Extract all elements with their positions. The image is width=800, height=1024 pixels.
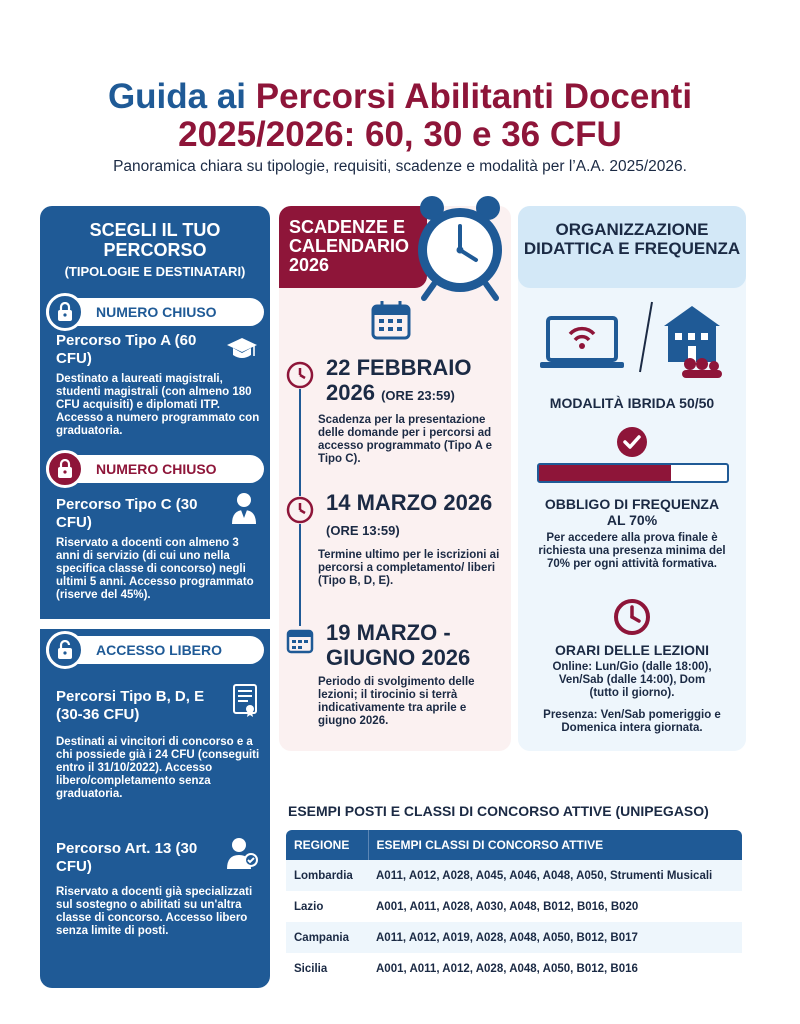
pill-label: ACCESSO LIBERO: [96, 642, 223, 658]
table-header-row: [286, 830, 742, 860]
laptop-wifi-icon: [540, 318, 624, 368]
course-title: Percorso Tipo C (30 CFU): [56, 496, 198, 531]
alarm-clock-icon: [410, 192, 510, 302]
check-circle-icon: [616, 426, 648, 458]
lock-icon: [46, 450, 84, 488]
calendar-icon: [370, 299, 412, 341]
left-column-paths: [40, 206, 270, 988]
clock-icon: [286, 361, 314, 389]
unlock-icon: [46, 631, 84, 669]
course-tipo-bde: [56, 688, 261, 801]
classes-cell: A011, A012, A028, A045, A046, A048, A050, Strumenti Musicali: [368, 860, 742, 891]
pill-label: NUMERO CHIUSO: [96, 461, 217, 477]
pill-accesso-libero: [46, 636, 264, 664]
event-description: Termine ultimo per le iscrizioni ai percorsi a completamento/ liberi (Tipo B, D, E).: [318, 549, 500, 587]
region-cell: Lazio: [294, 900, 324, 913]
table-row: [286, 860, 742, 891]
clock-icon: [286, 496, 314, 524]
teacher-icon: [230, 491, 258, 525]
school-building-icon: [664, 306, 722, 378]
title-line2: 2025/2026: 60, 30 e 36 CFU: [178, 115, 622, 154]
lesson-hours-presence: Presenza: Ven/Sab pomeriggio e Domenica intera giornata.: [543, 709, 721, 734]
classes-cell: A001, A011, A028, A030, A048, B012, B016, B020: [376, 900, 639, 913]
course-description: Riservato a docenti con almeno 3 anni di servizio (di cui uno nella specifica classe di concorso) negli ultimi 5 anni. Accesso programmato (riserve del 45%).: [56, 537, 254, 601]
event-22-febbraio: [286, 355, 501, 466]
event-date: 22 FEBBRAIO 2026 (ORE 23:59): [326, 355, 472, 405]
course-description: Destinati ai vincitori di concorso e a chi possiede già i 24 CFU (conseguiti entro il 31/10/2022). Accesso libero/completamento senza graduatoria.: [56, 736, 260, 800]
attendance-progress-fill: [539, 465, 671, 481]
event-date: 14 MARZO 2026 (ORE 13:59): [326, 490, 493, 538]
title-part2: Percorsi Abilitanti Docenti: [255, 77, 693, 116]
region-cell: Campania: [286, 922, 368, 953]
title-part1: Guida ai: [107, 77, 256, 116]
course-title: Percorsi Tipo B, D, E (30-36 CFU): [56, 688, 205, 723]
table-title: ESEMPI POSTI E CLASSI DI CONCORSO ATTIVE (UNIPEGASO): [288, 803, 709, 819]
left-divider: [40, 619, 270, 629]
left-heading: SCEGLI IL TUO PERCORSO: [89, 220, 221, 260]
classes-cell: A011, A012, A019, A028, A048, A050, B012, B017: [368, 922, 742, 953]
lesson-hours-online: Online: Lun/Gio (dalle 18:00), Ven/Sab (dalle 14:00), Dom (tutto il giorno).: [552, 661, 712, 699]
middle-heading: SCADENZE E CALENDARIO 2026: [279, 206, 427, 288]
hybrid-mode-label: MODALITÀ IBRIDA 50/50: [549, 395, 715, 411]
competition-classes-table: [286, 830, 742, 984]
course-description: Destinato a laureati magistrali, studenti magistrali (con almeno 180 CFU acquisiti) e diplomati ITP. Accesso a numero programmato con graduatoria.: [56, 373, 260, 437]
hybrid-mode-icons: [540, 300, 730, 380]
region-cell: Lombardia: [286, 860, 368, 891]
region-cell: Sicilia: [294, 962, 328, 975]
attendance-progress-bar: [537, 463, 729, 483]
pill-numero-chiuso-2: [46, 455, 264, 483]
attendance-description: Per accedere alla prova finale è richiesta una presenza minima del 70% per ogni attività formativa.: [538, 532, 726, 570]
clock-icon: [613, 598, 651, 636]
lesson-hours-title: ORARI DELLE LEZIONI: [555, 642, 709, 658]
left-subheading: (TIPOLOGIE E DESTINATARI): [64, 264, 246, 279]
course-title: Percorso Art. 13 (30 CFU): [56, 840, 198, 875]
pill-numero-chiuso-1: [46, 298, 264, 326]
course-description: Riservato a docenti già specializzati sul sostegno o abilitati su un'altra classe di concorso. Accesso libero senza limite di posti.: [56, 886, 253, 937]
event-14-marzo: [286, 490, 501, 588]
course-title: Percorso Tipo A (60 CFU): [56, 332, 197, 367]
event-date: 19 MARZO - GIUGNO 2026: [326, 620, 471, 670]
header-region: REGIONE: [286, 830, 368, 860]
event-description: Scadenza per la presentazione delle domande per i percorsi ad accesso programmato (Tipo A e Tipo C).: [318, 414, 493, 465]
calendar-small-icon: [286, 626, 314, 654]
certificate-icon: [232, 684, 258, 718]
right-heading: ORGANIZZAZIONE DIDATTICA E FREQUENZA: [518, 206, 746, 288]
classes-cell: A001, A011, A012, A028, A048, A050, B012, B016: [376, 962, 638, 975]
page-subtitle: Panoramica chiara su tipologie, requisiti, scadenze e modalità per l’A.A. 2025/2026.: [113, 158, 687, 175]
header-classes: ESEMPI CLASSI DI CONCORSO ATTIVE: [368, 830, 742, 860]
event-19-marzo-giugno: [286, 620, 501, 728]
support-teacher-icon: [226, 836, 258, 870]
event-time: (ORE 13:59): [326, 523, 400, 538]
pill-label: NUMERO CHIUSO: [96, 304, 217, 320]
event-description: Periodo di svolgimento delle lezioni; il tirocinio si terrà indicativamente tra aprile e giugno 2026.: [318, 676, 475, 727]
lock-icon: [46, 293, 84, 331]
table-row: [286, 922, 742, 953]
table-row: [286, 891, 742, 922]
table-row: [286, 953, 742, 984]
graduation-cap-icon: [226, 336, 258, 362]
event-time: (ORE 23:59): [381, 388, 455, 403]
page-title: [0, 78, 800, 154]
attendance-title: OBBLIGO DI FREQUENZA AL 70%: [544, 496, 720, 528]
